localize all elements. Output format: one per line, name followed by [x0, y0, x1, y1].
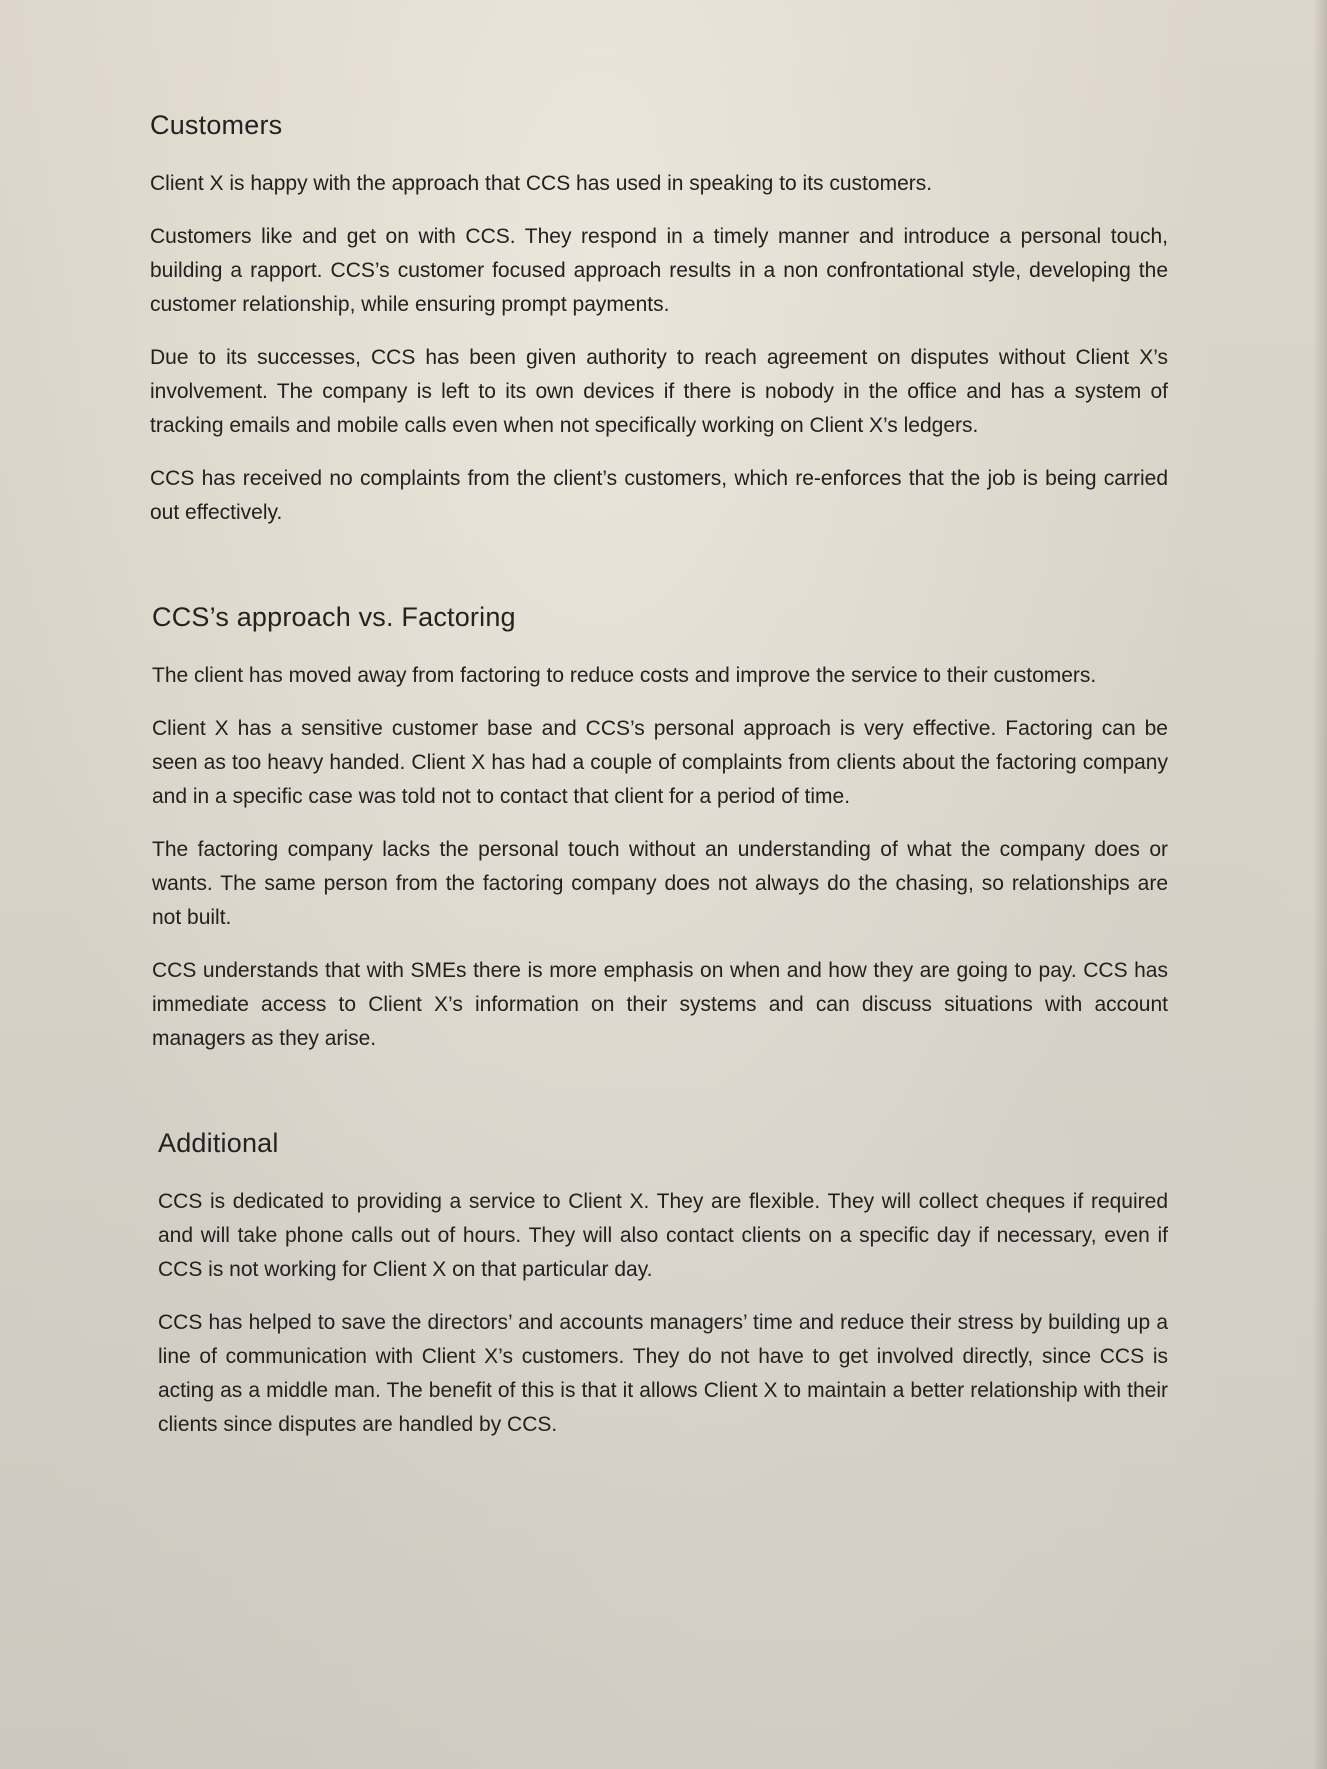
- paragraph: Customers like and get on with CCS. They respond in a timely manner and introduce a personal touch, building a rapport. CCS’s customer focused approach results in a non confrontational style, developing the customer relationship, while ensuring prompt payments.: [150, 225, 1168, 316]
- section-customers: [150, 110, 1168, 530]
- document-body: [150, 110, 1168, 1442]
- page-edge-shadow: [1313, 0, 1327, 1769]
- paragraph: Client X has a sensitive customer base and CCS’s personal approach is very effective. Factoring can be seen as too heavy handed. Client X has had a couple of complaints from clients about the factoring company and in a specific case was told not to contact that client for a period of time.: [152, 717, 1168, 808]
- paragraph: Due to its successes, CCS has been given authority to reach agreement on disputes without Client X’s involvement. The company is left to its own devices if there is nobody in the office and has a system of tracking emails and mobile calls even when not specifically working on Client X’s ledgers.: [150, 346, 1168, 437]
- section-approach-vs-factoring: [150, 602, 1168, 1056]
- paragraph: The client has moved away from factoring to reduce costs and improve the service to their customers.: [152, 664, 1097, 687]
- paragraph: CCS has helped to save the directors’ and accounts managers’ time and reduce their stress by building up a line of communication with Client X’s customers. They do not have to get involved directly, since CCS is acting as a middle man. The benefit of this is that it allows Client X to maintain a better relationship with their clients since disputes are handled by CCS.: [158, 1311, 1168, 1436]
- section-heading: Additional: [158, 1128, 279, 1158]
- section-heading: Customers: [150, 110, 283, 140]
- paragraph: CCS understands that with SMEs there is more emphasis on when and how they are going to pay. CCS has immediate access to Client X’s information on their systems and can discuss situations with account managers as they arise.: [152, 959, 1168, 1050]
- paragraph: CCS has received no complaints from the client’s customers, which re-enforces that the job is being carried out effectively.: [150, 467, 1168, 524]
- paragraph: Client X is happy with the approach that CCS has used in speaking to its customers.: [150, 172, 933, 195]
- section-additional: [150, 1128, 1168, 1442]
- paragraph: The factoring company lacks the personal touch without an understanding of what the company does or wants. The same person from the factoring company does not always do the chasing, so relationships are not built.: [152, 838, 1168, 929]
- paragraph: CCS is dedicated to providing a service to Client X. They are flexible. They will collect cheques if required and will take phone calls out of hours. They will also contact clients on a specific day if necessary, even if CCS is not working for Client X on that particular day.: [158, 1190, 1168, 1281]
- section-heading: CCS’s approach vs. Factoring: [152, 602, 516, 632]
